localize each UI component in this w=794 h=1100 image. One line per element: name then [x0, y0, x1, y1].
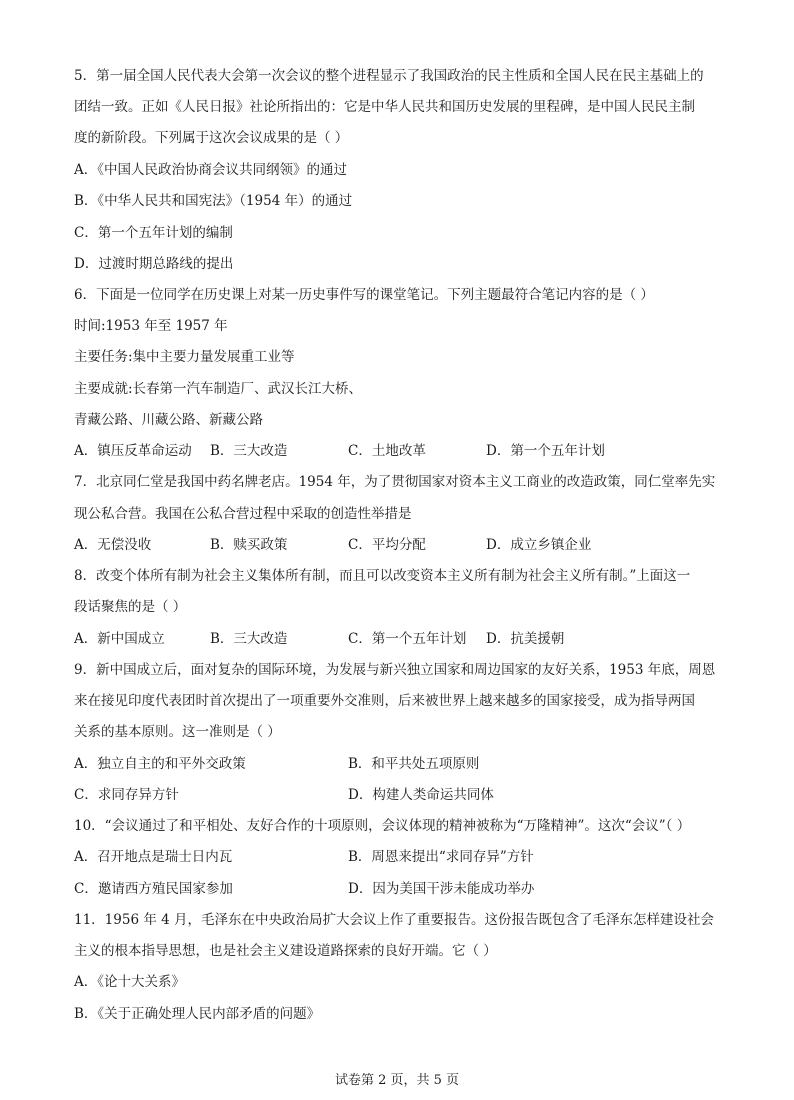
- q6-option-a: A．镇压反革命运动: [74, 443, 192, 459]
- q11-stem-line-1: 11．1956 年 4 月，毛泽东在中央政治局扩大会议上作了重要报告。这份报告既包含了毛泽东怎样建设社会: [74, 912, 714, 928]
- q6-note-time: 时间:1953 年至 1957 年: [74, 318, 228, 334]
- q9-option-c: C．求同存异方针: [74, 787, 179, 803]
- q7-option-b: B．赎买政策: [210, 537, 288, 553]
- q10-stem-line-1: 10．“会议通过了和平相处、友好合作的十项原则，会议体现的精神被称为“万隆精神”。这次“会议”（ ）: [74, 818, 691, 834]
- q5-option-c: C．第一个五年计划的编制: [74, 225, 233, 241]
- q11-option-b: B．《关于正确处理人民内部矛盾的问题》: [74, 1006, 321, 1022]
- q10-option-b: B．周恩来提出“求同存异”方针: [348, 849, 534, 865]
- q6-option-d: D．第一个五年计划: [486, 443, 605, 459]
- q7-option-c: C．平均分配: [348, 537, 426, 553]
- q6-option-b: B．三大改造: [210, 443, 288, 459]
- q8-option-b: B．三大改造: [210, 631, 288, 647]
- q7-option-d: D．成立乡镇企业: [486, 537, 592, 553]
- q9-option-b: B．和平共处五项原则: [348, 756, 480, 772]
- q10-option-c: C．邀请西方殖民国家参加: [74, 881, 233, 897]
- q7-stem-line-1: 7．北京同仁堂是我国中药名牌老店。1954 年，为了贯彻国家对资本主义工商业的改造政策，同仁堂率先实: [74, 474, 716, 490]
- q6-note-achievements: 主要成就:长春第一汽车制造厂、武汉长江大桥、: [74, 381, 363, 397]
- q9-option-d: D．构建人类命运共同体: [348, 787, 494, 803]
- q6-note-achievements-cont: 青藏公路、川藏公路、新藏公路: [74, 412, 263, 428]
- q5-stem-line-2: 团结一致。正如《人民日报》社论所指出的：它是中华人民共和国历史发展的里程碑，是中国人民民主制: [74, 99, 695, 115]
- q8-option-a: A．新中国成立: [74, 631, 165, 647]
- q7-stem-line-2: 现公私合营。我国在公私合营过程中采取的创造性举措是: [74, 506, 412, 522]
- q8-stem-line-1: 8．改变个体所有制为社会主义集体所有制，而且可以改变资本主义所有制为社会主义所有制。”上面这一: [74, 568, 691, 584]
- q8-option-c: C．第一个五年计划: [348, 631, 467, 647]
- q8-stem-line-2: 段话聚焦的是（ ）: [74, 599, 187, 615]
- q6-stem-line-1: 6．下面是一位同学在历史课上对某一历史事件写的课堂笔记。下列主题最符合笔记内容的是（ ）: [74, 287, 654, 303]
- q8-option-d: D．抗美援朝: [486, 631, 565, 647]
- q10-option-a: A．召开地点是瑞士日内瓦: [74, 849, 233, 865]
- q10-option-d: D．因为美国干涉未能成功举办: [348, 881, 535, 897]
- q6-note-task: 主要任务:集中主要力量发展重工业等: [74, 349, 295, 365]
- q5-option-d: D．过渡时期总路线的提出: [74, 256, 234, 272]
- q6-option-c: C．土地改革: [348, 443, 426, 459]
- q9-option-a: A．独立自主的和平外交政策: [74, 756, 246, 772]
- q5-stem-line-3: 度的新阶段。下列属于这次会议成果的是（ ）: [74, 130, 349, 146]
- q11-option-a: A．《论十大关系》: [74, 974, 185, 990]
- q7-option-a: A．无偿没收: [74, 537, 152, 553]
- page-footer: 试卷第 2 页，共 5 页: [334, 1073, 460, 1088]
- q5-option-b: B．《中华人民共和国宪法》（1954 年）的通过: [74, 193, 353, 209]
- q5-stem-line-1: 5．第一届全国人民代表大会第一次会议的整个进程显示了我国政治的民主性质和全国人民在民主基础上的: [74, 68, 704, 84]
- q11-stem-line-2: 主义的根本指导思想，也是社会主义建设道路探索的良好开端。它（ ）: [74, 943, 497, 959]
- q5-option-a: A．《中国人民政治协商会议共同纲领》的通过: [74, 162, 347, 178]
- q9-stem-line-2: 来在接见印度代表团时首次提出了一项重要外交准则，后来被世界上越来越多的国家接受，成为指导两国: [74, 693, 695, 709]
- q9-stem-line-3: 关系的基本原则。这一准则是（ ）: [74, 724, 281, 740]
- q9-stem-line-1: 9．新中国成立后，面对复杂的国际环境，为发展与新兴独立国家和周边国家的友好关系，1953 年底，周恩: [74, 662, 716, 678]
